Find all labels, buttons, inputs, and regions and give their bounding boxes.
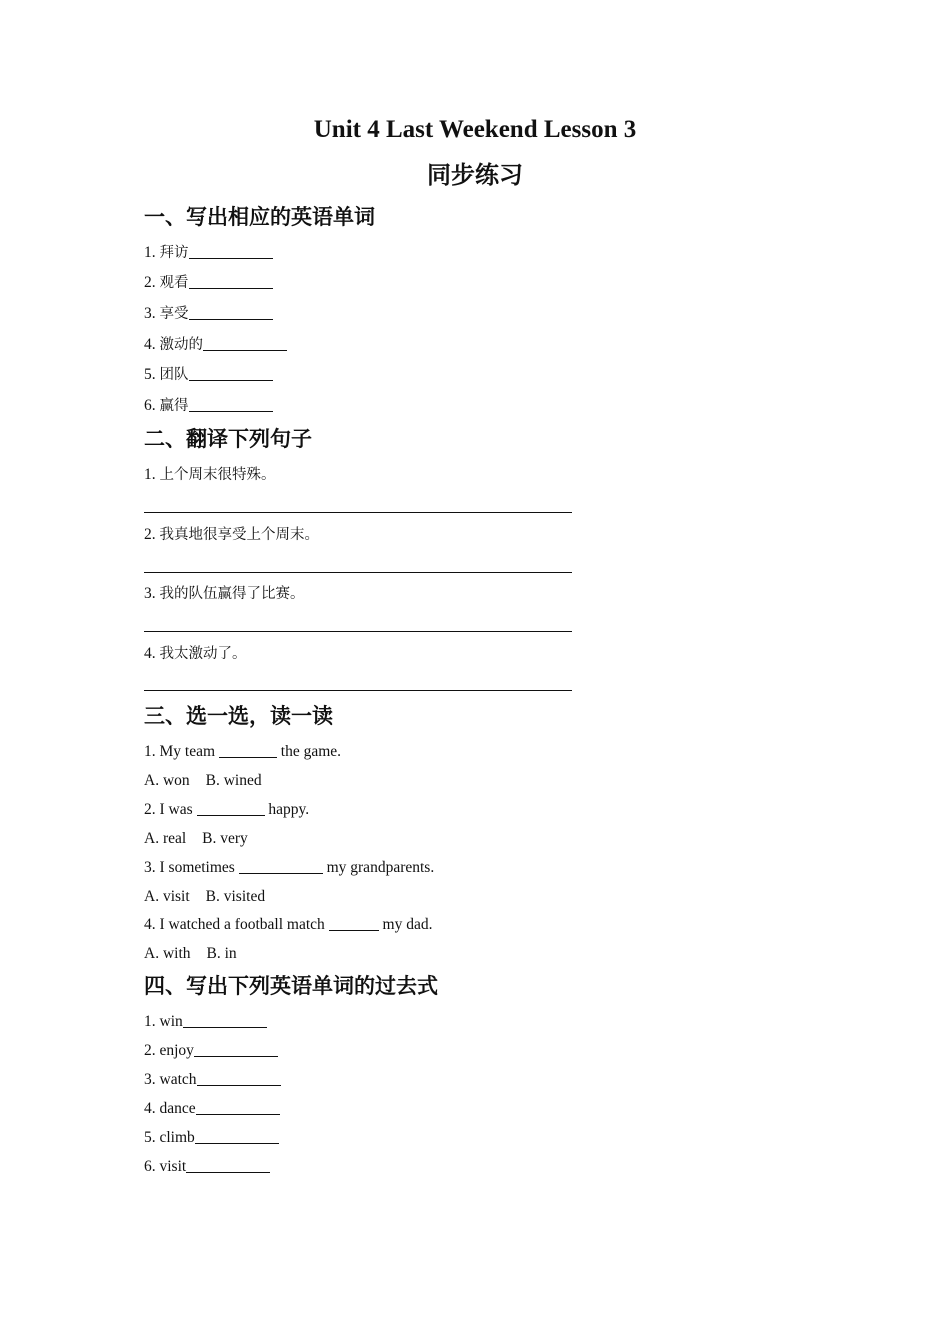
question-text: my grandparents. <box>322 859 435 876</box>
question-text: my dad. <box>378 916 433 933</box>
question-text: 1. My team <box>144 743 219 760</box>
answer-blank[interactable] <box>194 1042 278 1057</box>
section-2-item <box>144 644 247 664</box>
section-1-heading: 一、写出相应的英语单词 <box>144 205 375 229</box>
item-number: 1. <box>144 244 160 261</box>
option-a[interactable]: A. with <box>144 945 191 962</box>
page-subtitle: 同步练习 <box>427 161 523 189</box>
section-2-heading: 二、翻译下列句子 <box>144 427 312 451</box>
item-text: 5. climb <box>144 1129 195 1146</box>
page-title: Unit 4 Last Weekend Lesson 3 <box>313 116 637 143</box>
question-text: the game. <box>276 743 342 760</box>
answer-blank[interactable] <box>197 801 265 816</box>
section-4-heading: 四、写出下列英语单词的过去式 <box>144 974 438 998</box>
options-line <box>144 887 265 907</box>
section-2-item <box>144 584 305 604</box>
answer-line[interactable] <box>144 631 572 632</box>
question-line <box>144 915 432 935</box>
item-text: 赢得 <box>159 398 189 414</box>
item-text: 1. win <box>144 1013 183 1030</box>
options-line <box>144 944 237 964</box>
section-4-item <box>144 1012 267 1032</box>
answer-blank[interactable] <box>189 397 273 412</box>
answer-blank[interactable] <box>189 274 273 289</box>
item-text: 4. dance <box>144 1100 196 1117</box>
question-text: happy. <box>264 801 310 818</box>
section-1-item <box>144 335 287 355</box>
item-number: 4. <box>144 336 160 353</box>
answer-blank[interactable] <box>239 859 323 874</box>
question-text: 2. I was <box>144 801 197 818</box>
answer-blank[interactable] <box>329 916 379 931</box>
item-number: 5. <box>144 366 160 383</box>
item-number: 1. <box>144 466 160 483</box>
answer-blank[interactable] <box>189 244 273 259</box>
answer-line[interactable] <box>144 690 572 691</box>
item-text: 激动的 <box>159 337 203 353</box>
answer-blank[interactable] <box>189 366 273 381</box>
item-text: 我太激动了。 <box>159 646 247 662</box>
answer-blank[interactable] <box>195 1129 279 1144</box>
section-4-item <box>144 1128 279 1148</box>
item-number: 6. <box>144 397 160 414</box>
section-1-item <box>144 396 273 416</box>
answer-line[interactable] <box>144 512 572 513</box>
section-2-item <box>144 525 319 545</box>
item-text: 2. enjoy <box>144 1042 194 1059</box>
section-4-item <box>144 1041 278 1061</box>
answer-blank[interactable] <box>203 336 287 351</box>
option-a[interactable]: A. won <box>144 772 190 789</box>
item-text: 我真地很享受上个周末。 <box>159 527 319 543</box>
section-4-item <box>144 1070 281 1090</box>
question-line <box>144 858 434 878</box>
section-3-heading: 三、选一选，读一读 <box>144 704 333 728</box>
question-text: 4. I watched a football match <box>144 916 329 933</box>
item-number: 3. <box>144 585 160 602</box>
item-text: 团队 <box>159 367 189 383</box>
item-number: 3. <box>144 305 160 322</box>
question-text: 3. I sometimes <box>144 859 239 876</box>
item-text: 6. visit <box>144 1158 187 1175</box>
answer-blank[interactable] <box>183 1013 267 1028</box>
answer-blank[interactable] <box>186 1158 270 1173</box>
option-b[interactable]: B. wined <box>205 772 262 789</box>
answer-blank[interactable] <box>196 1100 280 1115</box>
option-a[interactable]: A. real <box>144 830 187 847</box>
option-b[interactable]: B. visited <box>205 888 266 905</box>
question-line <box>144 800 309 820</box>
options-line <box>144 771 262 791</box>
option-b[interactable]: B. very <box>202 830 248 847</box>
section-1-item <box>144 273 273 293</box>
section-1-item <box>144 243 273 263</box>
question-line <box>144 742 341 762</box>
item-text: 享受 <box>159 306 189 322</box>
section-1-item <box>144 365 273 385</box>
answer-blank[interactable] <box>189 305 273 320</box>
answer-blank[interactable] <box>219 743 277 758</box>
item-text: 上个周末很特殊。 <box>159 467 276 483</box>
section-4-item <box>144 1099 280 1119</box>
item-text: 我的队伍赢得了比赛。 <box>159 586 305 602</box>
item-number: 2. <box>144 274 160 291</box>
item-text: 拜访 <box>159 245 189 261</box>
options-line <box>144 829 248 849</box>
option-b[interactable]: B. in <box>206 945 237 962</box>
item-number: 2. <box>144 526 160 543</box>
option-a[interactable]: A. visit <box>144 888 190 905</box>
section-1-item <box>144 304 273 324</box>
answer-line[interactable] <box>144 572 572 573</box>
section-4-item <box>144 1157 270 1177</box>
answer-blank[interactable] <box>197 1071 281 1086</box>
item-number: 4. <box>144 645 160 662</box>
item-text: 3. watch <box>144 1071 197 1088</box>
section-2-item <box>144 465 276 485</box>
item-text: 观看 <box>159 275 189 291</box>
